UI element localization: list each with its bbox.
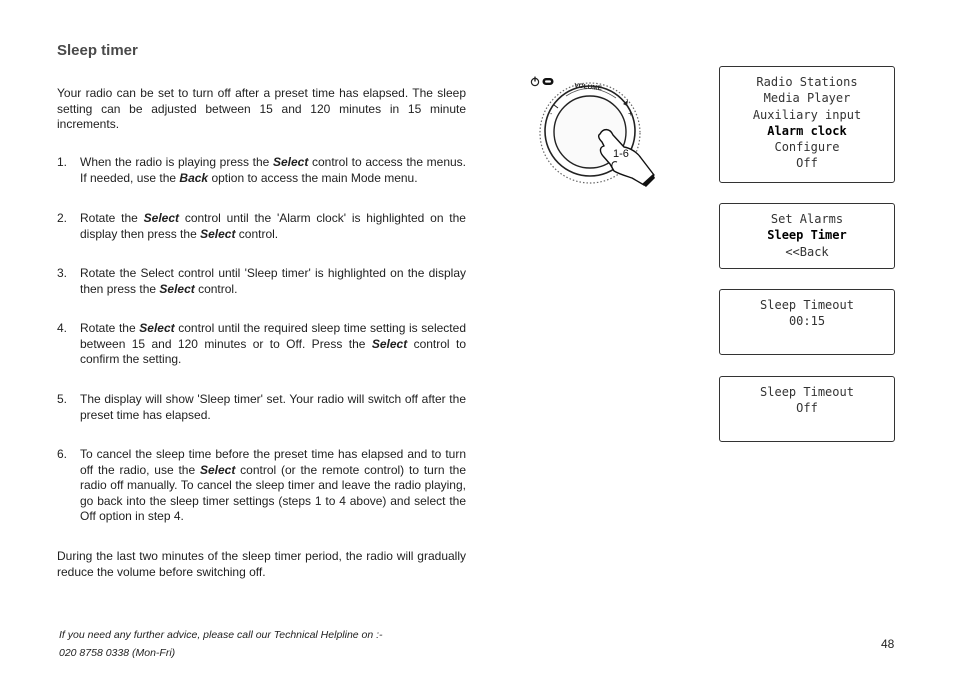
step-number: 1. (57, 155, 68, 169)
page-heading: Sleep timer (57, 42, 138, 59)
knob-volume-label: VOLUME (573, 82, 603, 93)
step-4 (57, 321, 466, 368)
display-main-menu (719, 66, 895, 183)
select-knob-illustration (524, 72, 659, 190)
display-value: Off (796, 401, 818, 416)
select-button-icon (543, 78, 554, 85)
menu-item-back: <<Back (785, 244, 829, 259)
page-number: 48 (881, 637, 895, 651)
display-alarm-menu (719, 203, 895, 269)
step-text: The display will show 'Sleep timer' set. Your radio will switch off after the preset time has elapsed. (80, 392, 466, 422)
menu-item-auxiliary-input: Auxiliary input (752, 107, 862, 122)
display-title: Sleep Timeout (760, 385, 854, 399)
menu-item-sleep-timer: Sleep Timer (767, 228, 847, 243)
step-text: To cancel the sleep time before the preset time has elapsed and to turn off the radio, use the Select control (or the remote control) to turn the radio off manually. To cancel the sleep timer and leave the radio playing, go back into the sleep timer settings (steps 1 to 4 above) and select the Off option in step 4. (80, 447, 466, 523)
step-number: 3. (57, 266, 68, 280)
menu-item-configure: Configure (774, 140, 840, 155)
step-2 (57, 211, 466, 242)
display-value: 00:15 (788, 314, 826, 329)
knob-minus-label: - (550, 111, 553, 118)
step-number: 2. (57, 211, 68, 225)
menu-item-radio-stations: Radio Stations (756, 75, 858, 89)
power-icon (531, 77, 538, 86)
footer-helpline: If you need any further advice, please call our Technical Helpline on :- (59, 629, 383, 641)
step-range-label: 1-6 (613, 148, 629, 160)
step-number: 5. (57, 392, 68, 406)
step-text: Rotate the Select control until 'Sleep timer' is highlighted on the display then press the Select control. (80, 266, 466, 296)
menu-item-media-player: Media Player (763, 91, 851, 106)
step-text: Rotate the Select control until the 'Alarm clock' is highlighted on the display then press the Select control. (80, 211, 466, 241)
menu-item-off: Off (796, 156, 818, 171)
step-6 (57, 447, 466, 525)
display-sleep-timeout-0015 (719, 289, 895, 355)
closing-paragraph: During the last two minutes of the sleep timer period, the radio will gradually reduce the volume before switching off. (57, 549, 466, 579)
step-number: 6. (57, 447, 68, 461)
step-number: 4. (57, 321, 68, 335)
step-1 (57, 155, 466, 186)
step-text: Rotate the Select control until the required sleep time setting is selected between 15 and 120 minutes or to Off. Press the Select control to confirm the setting. (80, 321, 466, 366)
step-text: When the radio is playing press the Select control to access the menus. If needed, use the Back option to access the main Mode menu. (80, 155, 466, 185)
display-title: Sleep Timeout (760, 298, 854, 312)
step-5 (57, 392, 466, 423)
intro-paragraph: Your radio can be set to turn off after a preset time has elapsed. The sleep setting can be adjusted between 15 and 120 minutes in 15 minute increments. (57, 86, 466, 131)
knob-plus-label: + (628, 109, 633, 118)
step-3 (57, 266, 466, 297)
menu-item-set-alarms: Set Alarms (770, 212, 844, 226)
footer-phone: 020 8758 0338 (Mon-Fri) (59, 647, 176, 659)
display-sleep-timeout-off (719, 376, 895, 442)
menu-item-alarm-clock: Alarm clock (767, 123, 847, 138)
